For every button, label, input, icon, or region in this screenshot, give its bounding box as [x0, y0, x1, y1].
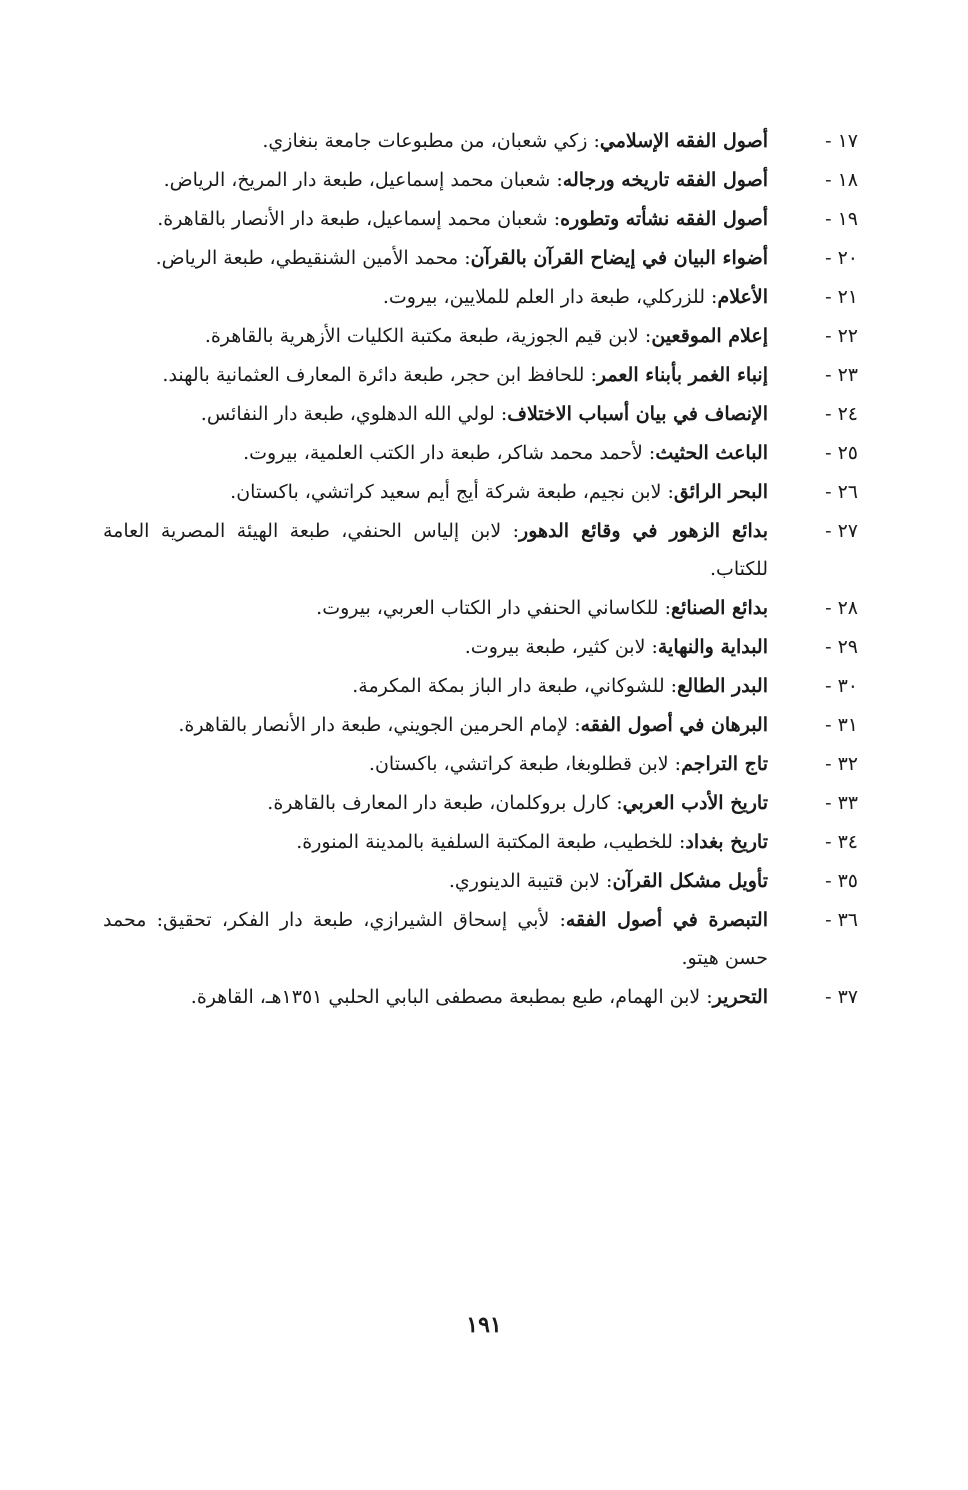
entry-title: الإنصاف في بيان أسباب الاختلاف: [507, 403, 768, 425]
entry-title: البرهان في أصول الفقه: [580, 714, 768, 736]
list-item: [103, 512, 858, 588]
entry-number: ١٨ -: [825, 169, 858, 191]
entry-title: التحرير: [712, 986, 768, 1008]
entry-details: : لابن إلياس الحنفي، طبعة الهيئة المصرية العامة للكتاب.: [103, 520, 768, 580]
list-item: [103, 589, 858, 627]
entry-number: ٢٣ -: [825, 364, 858, 386]
entry-number: ٢١ -: [825, 286, 858, 308]
entry-number: ٢٦ -: [825, 481, 858, 503]
list-item: [103, 978, 858, 1016]
entry-details: : شعبان محمد إسماعيل، طبعة دار المريخ، الرياض.: [163, 169, 563, 191]
list-item: [103, 901, 858, 977]
entry-title: تاريخ بغداد: [685, 831, 768, 853]
entry-details: : زكي شعبان، من مطبوعات جامعة بنغازي.: [262, 130, 600, 152]
list-item: [103, 862, 858, 900]
entry-details: : لأبي إسحاق الشيرازي، طبعة دار الفكر، تحقيق: محمد حسن هيتو.: [103, 909, 768, 969]
entry-title: تاج التراجم: [681, 753, 768, 775]
entry-title: أصول الفقه نشأته وتطوره: [560, 208, 768, 230]
entry-title: إنباء الغمر بأبناء العمر: [596, 364, 768, 386]
entry-title: الباعث الحثيث: [655, 442, 768, 464]
entry-number: ٣٤ -: [825, 831, 858, 853]
entry-title: البحر الرائق: [673, 481, 768, 503]
entry-details: : للزركلي، طبعة دار العلم للملايين، بيروت.: [382, 286, 718, 308]
list-item: [103, 784, 858, 822]
entry-number: ٣١ -: [825, 714, 858, 736]
entry-number: ٢٨ -: [825, 597, 858, 619]
entry-details: : لأحمد محمد شاكر، طبعة دار الكتب العلمية، بيروت.: [243, 442, 656, 464]
entry-details: : لولي الله الدهلوي، طبعة دار النفائس.: [200, 403, 508, 425]
entry-details: : لإمام الحرمين الجويني، طبعة دار الأنصار بالقاهرة.: [178, 714, 581, 736]
entry-title: تاريخ الأدب العربي: [622, 792, 768, 814]
entry-title: البداية والنهاية: [657, 636, 768, 658]
entry-title: إعلام الموقعين: [651, 325, 768, 347]
entry-details: : كارل بروكلمان، طبعة دار المعارف بالقاهرة.: [267, 792, 623, 814]
entry-title: تأويل مشكل القرآن: [612, 870, 768, 892]
entry-number: ٢٠ -: [825, 247, 858, 269]
entry-number: ١٩ -: [825, 208, 858, 230]
entry-details: : محمد الأمين الشنقيطي، طبعة الرياض.: [155, 247, 471, 269]
entry-details: : للحافظ ابن حجر، طبعة دائرة المعارف العثمانية بالهند.: [162, 364, 597, 386]
entry-number: ٣٠ -: [825, 675, 858, 697]
list-item: [103, 317, 858, 355]
page-number: ١٩١: [466, 1312, 502, 1338]
list-item: [103, 200, 858, 238]
entry-title: التبصرة في أصول الفقه: [565, 909, 768, 931]
entry-title: الأعلام: [717, 286, 768, 308]
list-item: [103, 434, 858, 472]
entry-details: : لابن قتيبة الدينوري.: [448, 870, 613, 892]
list-item: [103, 628, 858, 666]
entry-title: أضواء البيان في إيضاح القرآن بالقرآن: [470, 247, 768, 269]
entry-number: ٣٧ -: [825, 986, 858, 1008]
entry-number: ٢٩ -: [825, 636, 858, 658]
entry-number: ٣٢ -: [825, 753, 858, 775]
entry-number: ١٧ -: [825, 130, 858, 152]
entry-details: : لابن كثير، طبعة بيروت.: [464, 636, 658, 658]
entry-number: ٢٧ -: [825, 520, 858, 542]
entry-title: أصول الفقه الإسلامي: [599, 130, 768, 152]
entry-details: : لابن قيم الجوزية، طبعة مكتبة الكليات الأزهرية بالقاهرة.: [204, 325, 652, 347]
entry-details: : للشوكاني، طبعة دار الباز بمكة المكرمة.: [352, 675, 678, 697]
list-item: [103, 161, 858, 199]
entry-number: ٣٥ -: [825, 870, 858, 892]
list-item: [103, 356, 858, 394]
entry-title: أصول الفقه تاريخه ورجاله: [562, 169, 768, 191]
entry-details: : لابن الهمام، طبع بمطبعة مصطفى البابي الحلبي ١٣٥١هـ، القاهرة.: [190, 986, 713, 1008]
list-item: [103, 823, 858, 861]
list-item: [103, 473, 858, 511]
entry-number: ٢٥ -: [825, 442, 858, 464]
entry-details: : لابن نجيم، طبعة شركة أيج أيم سعيد كراتشي، باكستان.: [230, 481, 674, 503]
list-item: [103, 745, 858, 783]
list-item: [103, 667, 858, 705]
list-item: [103, 239, 858, 277]
entry-title: البدر الطالع: [677, 675, 768, 697]
bibliography-list: [103, 122, 858, 1017]
entry-number: ٢٤ -: [825, 403, 858, 425]
entry-title: بدائع الزهور في وقائع الدهور: [519, 520, 768, 542]
list-item: [103, 395, 858, 433]
entry-number: ٢٢ -: [825, 325, 858, 347]
list-item: [103, 122, 858, 160]
list-item: [103, 706, 858, 744]
entry-details: : شعبان محمد إسماعيل، طبعة دار الأنصار بالقاهرة.: [157, 208, 561, 230]
entry-title: بدائع الصنائع: [670, 597, 768, 619]
entry-details: : لابن قطلوبغا، طبعة كراتشي، باكستان.: [368, 753, 682, 775]
entry-number: ٣٦ -: [825, 909, 858, 931]
entry-details: : للكاساني الحنفي دار الكتاب العربي، بيروت.: [316, 597, 671, 619]
entry-number: ٣٣ -: [825, 792, 858, 814]
list-item: [103, 278, 858, 316]
entry-details: : للخطيب، طبعة المكتبة السلفية بالمدينة المنورة.: [296, 831, 686, 853]
